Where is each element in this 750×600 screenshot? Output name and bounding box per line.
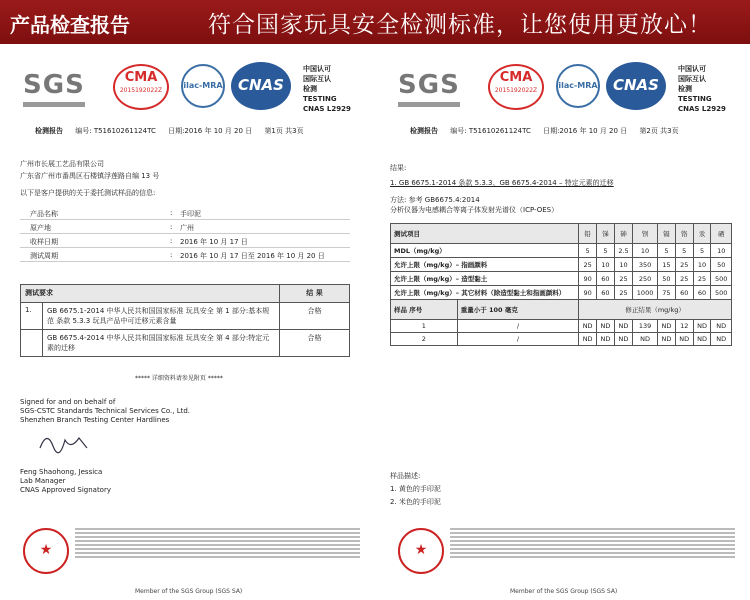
- cnas-logo: CNAS: [231, 62, 291, 110]
- cell: 60: [693, 286, 711, 300]
- colon: :: [170, 237, 173, 245]
- sample-no-header: 样品 序号: [391, 300, 458, 320]
- signature-block: [20, 398, 190, 425]
- cell: ND: [597, 333, 615, 346]
- sample-key: 原产地: [30, 224, 51, 232]
- sign-line: SGS-CSTC Standards Technical Services Co., Ltd.: [20, 407, 191, 415]
- col-header: 锑: [597, 224, 615, 244]
- cell: 15: [658, 258, 676, 272]
- cell: ND: [675, 333, 693, 346]
- accr-line: CNAS L2929: [303, 105, 351, 113]
- report-header: [35, 126, 314, 136]
- cell: ND: [597, 320, 615, 333]
- table-row: [21, 330, 350, 357]
- col-header: 铬: [675, 224, 693, 244]
- sgs-logo-bar: [23, 102, 85, 107]
- sample-value: 2016 年 10 月 17 日: [180, 238, 248, 246]
- results-title: 结果:: [390, 164, 407, 172]
- row-label: MDL（mg/kg）: [391, 244, 579, 258]
- page-number: 第1页 共3页: [264, 127, 304, 135]
- report-date: 日期:2016 年 10 月 20 日: [168, 127, 253, 135]
- req-result: 合格: [280, 330, 350, 357]
- cell: 5: [579, 244, 597, 258]
- logo-row: [398, 62, 738, 112]
- col-header: 钡: [633, 224, 658, 244]
- table-row: [391, 320, 732, 333]
- colon: :: [170, 209, 173, 217]
- col-header: 铅: [579, 224, 597, 244]
- row-label: 允许上限（mg/kg）– 指画颜料: [391, 258, 579, 272]
- red-seal-icon: ★: [398, 528, 444, 574]
- cell: 60: [675, 286, 693, 300]
- cell: 10: [711, 244, 732, 258]
- signer-line: Lab Manager: [20, 477, 66, 485]
- table-header-row: [21, 285, 350, 303]
- report-page-2: [390, 58, 740, 598]
- method-line: 分析仪器为电感耦合等离子体发射光谱仪（ICP-OES）: [390, 206, 559, 214]
- col-header: 砷: [614, 224, 632, 244]
- sample-value: 手印泥: [180, 210, 201, 218]
- cell: 139: [633, 320, 658, 333]
- cma-logo: [488, 64, 544, 110]
- table-row: [391, 258, 732, 272]
- sgs-logo: SGS: [23, 70, 85, 100]
- report-number: 编号: T51610261124TC: [450, 127, 531, 135]
- cell: ND: [711, 320, 732, 333]
- cma-logo-text: CMA: [124, 70, 158, 85]
- fine-print: [450, 528, 735, 560]
- accr-line: 中国认可: [303, 65, 331, 73]
- accreditation-text: [678, 64, 726, 114]
- accr-line: TESTING: [303, 95, 337, 103]
- cell: 10: [597, 258, 615, 272]
- cell: 60: [597, 286, 615, 300]
- client-info: [20, 158, 159, 182]
- sample-weight: /: [457, 333, 578, 346]
- sample-description: [390, 470, 441, 509]
- table-row: [391, 244, 732, 258]
- sample-key: 收样日期: [30, 238, 58, 246]
- col-header: 测试项目: [391, 224, 579, 244]
- cell: 12: [675, 320, 693, 333]
- cell: ND: [579, 320, 597, 333]
- sample-value: 广州: [180, 224, 194, 232]
- signer-line: CNAS Approved Signatory: [20, 486, 111, 494]
- cell: 50: [711, 258, 732, 272]
- cell: 5: [658, 244, 676, 258]
- sample-key: 产品名称: [30, 210, 58, 218]
- row-label: 允许上限（mg/kg）– 造型黏土: [391, 272, 579, 286]
- table-row: [391, 333, 732, 346]
- sample-weight: /: [457, 320, 578, 333]
- desc-line: 2. 米色的手印泥: [390, 498, 441, 506]
- sample-no: 1: [391, 320, 458, 333]
- page-number: 第2页 共3页: [639, 127, 679, 135]
- cell: 25: [675, 272, 693, 286]
- cell: 1000: [633, 286, 658, 300]
- accr-line: 国际互认: [678, 75, 706, 83]
- row-label: 允许上限（mg/kg）– 其它材料（除造型黏土和指画颜料）: [391, 286, 579, 300]
- accr-line: CNAS L2929: [678, 105, 726, 113]
- table-row: [21, 303, 350, 330]
- method-line: 方法: 参考 GB6675.4:2014: [390, 196, 480, 204]
- detail-note: ***** 详细资料请参见附页 *****: [135, 375, 223, 382]
- fine-print: [75, 528, 360, 560]
- table-header-row: [391, 224, 732, 244]
- member-footer: Member of the SGS Group (SGS SA): [135, 588, 243, 595]
- cnas-logo: CNAS: [606, 62, 666, 110]
- cell: 500: [711, 286, 732, 300]
- req-text: GB 6675.4-2014 中华人民共和国国家标准 玩具安全 第 4 部分:特定元素的迁移: [43, 330, 280, 357]
- signer-line: Feng Shaohong, Jessica: [20, 468, 103, 476]
- results-table: [390, 223, 732, 346]
- cell: ND: [711, 333, 732, 346]
- cell: 90: [579, 272, 597, 286]
- result-header: 结 果: [280, 285, 350, 303]
- cell: ND: [658, 320, 676, 333]
- sample-no: 2: [391, 333, 458, 346]
- cell: 25: [614, 272, 632, 286]
- report-label: 检测报告: [35, 127, 63, 135]
- sample-key: 测试周期: [30, 252, 58, 260]
- sample-row: [20, 220, 350, 234]
- cell: 25: [614, 286, 632, 300]
- cell: 25: [693, 272, 711, 286]
- col-header: 硒: [711, 224, 732, 244]
- req-text: GB 6675.1-2014 中华人民共和国国家标准 玩具安全 第 1 部分:基本规范 条款 5.3.3 玩具产品中可迁移元素含量: [43, 303, 280, 330]
- cell: ND: [658, 333, 676, 346]
- cell: 90: [579, 286, 597, 300]
- weight-header: 重量小于 100 毫克: [457, 300, 578, 320]
- cell: 250: [633, 272, 658, 286]
- req-no: 1.: [21, 303, 43, 330]
- report-number: 编号: T51610261124TC: [75, 127, 156, 135]
- cell: 500: [711, 272, 732, 286]
- cell: 5: [693, 244, 711, 258]
- cell: 25: [579, 258, 597, 272]
- banner-title: 产品检查报告: [10, 13, 130, 37]
- accr-line: 国际互认: [303, 75, 331, 83]
- cell: 50: [658, 272, 676, 286]
- report-label: 检测报告: [410, 127, 438, 135]
- cell: 10: [614, 258, 632, 272]
- cma-logo: [113, 64, 169, 110]
- report-header: [410, 126, 689, 136]
- ilac-mra-logo: ilac-MRA: [181, 64, 225, 108]
- cell: 60: [597, 272, 615, 286]
- report-page-1: [15, 58, 365, 598]
- accreditation-text: [303, 64, 351, 114]
- colon: :: [170, 223, 173, 231]
- cell: ND: [614, 333, 632, 346]
- red-seal-icon: ★: [23, 528, 69, 574]
- cma-number: 2015192022Z: [119, 87, 163, 94]
- banner: [0, 0, 750, 44]
- client-address: 广东省广州市番禺区石楼镇浮莲路自编 13 号: [20, 172, 160, 180]
- cell: 5: [675, 244, 693, 258]
- handwritten-signature: [35, 428, 95, 458]
- cell: 75: [658, 286, 676, 300]
- req-result: 合格: [280, 303, 350, 330]
- sign-line: Shenzhen Branch Testing Center Hardlines: [20, 416, 170, 424]
- member-footer: Member of the SGS Group (SGS SA): [510, 588, 618, 595]
- report-date: 日期:2016 年 10 月 20 日: [543, 127, 628, 135]
- ilac-mra-logo: ilac-MRA: [556, 64, 600, 108]
- table-row: [391, 272, 732, 286]
- table-subheader-row: [391, 300, 732, 320]
- sample-info: [20, 206, 350, 262]
- accr-line: 检测: [678, 85, 692, 93]
- sgs-logo: SGS: [398, 70, 460, 100]
- method: [390, 195, 558, 215]
- cell: 5: [597, 244, 615, 258]
- cell: 350: [633, 258, 658, 272]
- banner-slogan: 符合国家玩具安全检测标准，让您使用更放心！: [208, 12, 712, 38]
- cell: 10: [633, 244, 658, 258]
- cell: 25: [675, 258, 693, 272]
- cell: ND: [579, 333, 597, 346]
- cell: ND: [693, 333, 711, 346]
- sample-row: [20, 234, 350, 248]
- sample-row: [20, 206, 350, 220]
- colon: :: [170, 251, 173, 259]
- signer-info: [20, 468, 111, 495]
- col-header: 汞: [693, 224, 711, 244]
- req-no: [21, 330, 43, 357]
- requirements-table: [20, 284, 350, 357]
- cell: 10: [693, 258, 711, 272]
- result-header: 修正结果（mg/kg）: [579, 300, 732, 320]
- accr-line: 中国认可: [678, 65, 706, 73]
- cell: ND: [614, 320, 632, 333]
- sign-line: Signed for and on behalf of: [20, 398, 116, 406]
- desc-line: 1. 黄色的手印泥: [390, 485, 441, 493]
- table-row: [391, 286, 732, 300]
- sample-value: 2016 年 10 月 17 日至 2016 年 10 月 20 日: [180, 252, 325, 260]
- cma-number: 2015192022Z: [494, 87, 538, 94]
- accr-line: TESTING: [678, 95, 712, 103]
- col-header: 镉: [658, 224, 676, 244]
- accr-line: 检测: [303, 85, 317, 93]
- results-standard: 1. GB 6675.1-2014 条款 5.3.3、GB 6675.4-2014 – 特定元素的迁移: [390, 179, 614, 187]
- desc-title: 样品描述:: [390, 472, 421, 480]
- cell: 2.5: [614, 244, 632, 258]
- client-name: 广州市长展工艺品有限公司: [20, 160, 104, 168]
- sample-row: [20, 248, 350, 262]
- logo-row: [23, 62, 363, 112]
- sgs-logo-bar: [398, 102, 460, 107]
- cell: ND: [633, 333, 658, 346]
- req-header: 测试要求: [21, 285, 280, 303]
- cma-logo-text: CMA: [499, 70, 533, 85]
- sample-intro: 以下是客户提供的关于委托测试样品的信息:: [20, 189, 156, 197]
- cell: ND: [693, 320, 711, 333]
